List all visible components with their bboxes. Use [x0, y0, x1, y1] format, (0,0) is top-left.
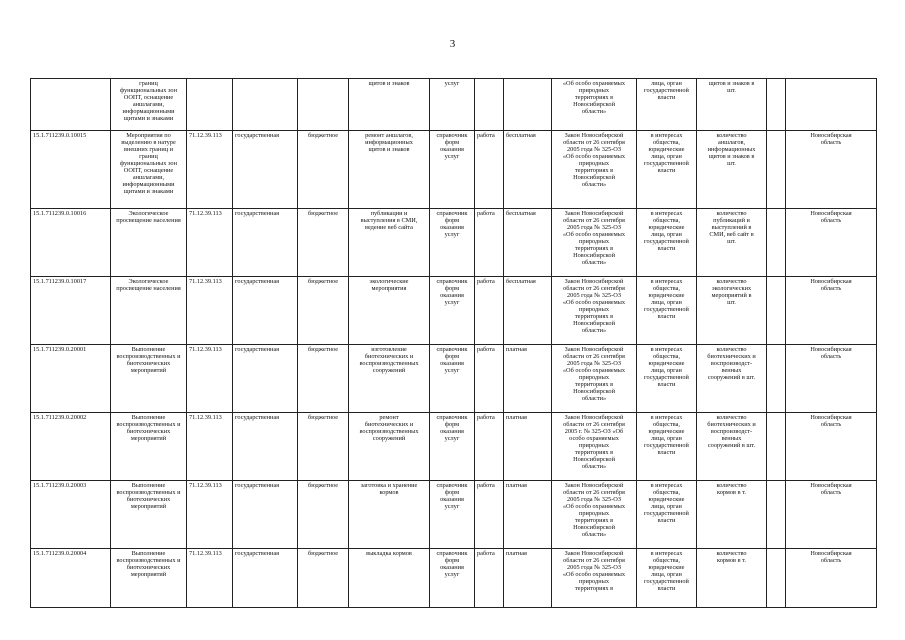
- cell-service-form: справочник форм оказания услуг: [430, 131, 475, 209]
- cell-territory: Новосибирская область: [786, 277, 877, 345]
- cell-institution-type: бюджетное: [298, 209, 349, 277]
- cell-work-type: [475, 79, 504, 131]
- cell-work-content: щитов и знаков: [349, 79, 430, 131]
- cell-payment-type: платная: [504, 481, 552, 549]
- cell-work-type: работа: [475, 131, 504, 209]
- cell-payment-type: бесплатная: [504, 209, 552, 277]
- cell-service-code: 15.1.711239.0.20002: [31, 413, 111, 481]
- cell-institution-type: бюджетное: [298, 277, 349, 345]
- cell-volume-indicator: количество кормов в т.: [697, 481, 767, 549]
- cell-service-code: 15.1.711239.0.10016: [31, 209, 111, 277]
- cell-volume-indicator: количество биотехнических и воспроизводст- венных сооружений в шт.: [697, 345, 767, 413]
- cell-service-name: Выполнение воспроизводственных и биотехнических мероприятий: [111, 413, 187, 481]
- cell-service-kind: государственная: [233, 277, 298, 345]
- cell-service-kind: государственная: [233, 131, 298, 209]
- cell-service-kind: государственная: [233, 209, 298, 277]
- cell-quality-indicator: [767, 345, 786, 413]
- table-row: [31, 277, 877, 345]
- cell-work-content: заготовка и хранение кормов: [349, 481, 430, 549]
- cell-payment-type: платная: [504, 413, 552, 481]
- cell-service-form: справочник форм оказания услуг: [430, 277, 475, 345]
- cell-okved-code: 71.12.39.113: [187, 481, 233, 549]
- cell-service-code: 15.1.711239.0.20003: [31, 481, 111, 549]
- cell-territory: Новосибирская область: [786, 131, 877, 209]
- cell-service-name: границ функциональных зон ООПТ, оснащение аншлагами, информационными щитами и знаками: [111, 79, 187, 131]
- cell-work-content: выкладка кормов: [349, 549, 430, 608]
- cell-volume-indicator: количество экологических мероприятий в шт.: [697, 277, 767, 345]
- cell-service-code: 15.1.711239.0.10015: [31, 131, 111, 209]
- cell-work-content: ремонт биотехнических и воспроизводственных сооружений: [349, 413, 430, 481]
- cell-service-code: 15.1.711239.0.20004: [31, 549, 111, 608]
- page-number: 3: [449, 38, 456, 50]
- cell-legal-basis: Закон Новосибирской области от 26 сентября 2005 года № 325-ОЗ «Об особо охраняемых природных территориях в Новосибирской области»: [552, 277, 637, 345]
- cell-quality-indicator: [767, 79, 786, 131]
- cell-quality-indicator: [767, 413, 786, 481]
- cell-okved-code: 71.12.39.113: [187, 131, 233, 209]
- cell-service-code: 15.1.711239.0.20001: [31, 345, 111, 413]
- cell-service-form: справочник форм оказания услуг: [430, 209, 475, 277]
- cell-legal-basis: Закон Новосибирской области от 26 сентября 2005 года № 325-ОЗ «Об особо охраняемых природных территориях в Новосибирской области»: [552, 481, 637, 549]
- cell-consumer-category: в интересах общества, юридические лица, орган государственной власти: [637, 209, 697, 277]
- cell-okved-code: 71.12.39.113: [187, 277, 233, 345]
- cell-payment-type: [504, 79, 552, 131]
- cell-consumer-category: в интересах общества, юридические лица, орган государственной власти: [637, 345, 697, 413]
- cell-work-type: работа: [475, 345, 504, 413]
- cell-legal-basis: Закон Новосибирской области от 26 сентября 2005 года № 325-ОЗ «Об особо охраняемых природных территориях в Новосибирской области»: [552, 131, 637, 209]
- table-row: [31, 79, 877, 131]
- cell-territory: Новосибирская область: [786, 481, 877, 549]
- cell-institution-type: бюджетное: [298, 481, 349, 549]
- table-row: [31, 549, 877, 608]
- cell-service-name: Выполнение воспроизводственных и биотехнических мероприятий: [111, 345, 187, 413]
- cell-work-type: работа: [475, 209, 504, 277]
- cell-legal-basis: Закон Новосибирской области от 26 сентября 2005 года № 325-ОЗ «Об особо охраняемых природных территориях в: [552, 549, 637, 608]
- table-row: [31, 131, 877, 209]
- cell-service-name: Экологическое просвещение населения: [111, 277, 187, 345]
- cell-service-kind: [233, 79, 298, 131]
- cell-service-kind: государственная: [233, 549, 298, 608]
- cell-consumer-category: в интересах общества, юридические лица, орган государственной власти: [637, 481, 697, 549]
- cell-work-type: работа: [475, 413, 504, 481]
- cell-service-code: 15.1.711239.0.10017: [31, 277, 111, 345]
- cell-quality-indicator: [767, 209, 786, 277]
- cell-institution-type: бюджетное: [298, 345, 349, 413]
- cell-service-form: справочник форм оказания услуг: [430, 481, 475, 549]
- cell-legal-basis: Закон Новосибирской области от 26 сентября 2005 года № 325-ОЗ «Об особо охраняемых природных территориях в Новосибирской области»: [552, 345, 637, 413]
- cell-service-form: справочник форм оказания услуг: [430, 345, 475, 413]
- cell-quality-indicator: [767, 131, 786, 209]
- cell-legal-basis: Закон Новосибирской области от 26 сентября 2005 г. № 325-ОЗ «Об особо охраняемых природных территориях в Новосибирской области»: [552, 413, 637, 481]
- cell-service-name: Мероприятия по выделению в натуре внешних границ и границ функциональных зон ООПТ, оснащение аншлагами, информационными щитами и знаками: [111, 131, 187, 209]
- cell-payment-type: бесплатная: [504, 131, 552, 209]
- cell-service-name: Экологическое просвещение населения: [111, 209, 187, 277]
- cell-institution-type: бюджетное: [298, 549, 349, 608]
- cell-legal-basis: «Об особо охраняемых природных территориях в Новосибирской области»: [552, 79, 637, 131]
- cell-volume-indicator: количество биотехнических и воспроизводст- венных сооружений в шт.: [697, 413, 767, 481]
- table-row: [31, 209, 877, 277]
- cell-volume-indicator: количество аншлагов, информационных щитов и знаков в шт.: [697, 131, 767, 209]
- cell-okved-code: 71.12.39.113: [187, 209, 233, 277]
- cell-quality-indicator: [767, 549, 786, 608]
- cell-okved-code: 71.12.39.113: [187, 549, 233, 608]
- table-row: [31, 413, 877, 481]
- cell-work-content: публикации и выступления в СМИ, ведение веб сайта: [349, 209, 430, 277]
- table-row: [31, 345, 877, 413]
- cell-institution-type: [298, 79, 349, 131]
- cell-service-form: справочник форм оказания услуг: [430, 549, 475, 608]
- table-row: [31, 481, 877, 549]
- services-registry-table: [30, 78, 877, 608]
- cell-territory: Новосибирская область: [786, 413, 877, 481]
- cell-volume-indicator: количество публикаций и выступлений в СМИ, веб сайт в шт.: [697, 209, 767, 277]
- cell-territory: Новосибирская область: [786, 345, 877, 413]
- cell-consumer-category: в интересах общества, юридические лица, орган государственной власти: [637, 413, 697, 481]
- cell-okved-code: 71.12.39.113: [187, 345, 233, 413]
- cell-service-form: услуг: [430, 79, 475, 131]
- cell-territory: Новосибирская область: [786, 209, 877, 277]
- cell-work-content: ремонт аншлагов, информационных щитов и знаков: [349, 131, 430, 209]
- cell-work-type: работа: [475, 481, 504, 549]
- cell-service-code: [31, 79, 111, 131]
- cell-service-kind: государственная: [233, 481, 298, 549]
- cell-okved-code: [187, 79, 233, 131]
- cell-territory: Новосибирская область: [786, 549, 877, 608]
- cell-work-type: работа: [475, 549, 504, 608]
- cell-consumer-category: в интересах общества, юридические лица, орган государственной власти: [637, 549, 697, 608]
- cell-quality-indicator: [767, 277, 786, 345]
- cell-quality-indicator: [767, 481, 786, 549]
- cell-consumer-category: лица, орган государственной власти: [637, 79, 697, 131]
- cell-service-name: Выполнение воспроизводственных и биотехнических мероприятий: [111, 481, 187, 549]
- cell-institution-type: бюджетное: [298, 413, 349, 481]
- cell-legal-basis: Закон Новосибирской области от 26 сентября 2005 года № 325-ОЗ «Об особо охраняемых природных территориях в Новосибирской области»: [552, 209, 637, 277]
- cell-consumer-category: в интересах общества, юридические лица, орган государственной власти: [637, 277, 697, 345]
- cell-territory: [786, 79, 877, 131]
- cell-payment-type: бесплатная: [504, 277, 552, 345]
- cell-volume-indicator: количество кормов в т.: [697, 549, 767, 608]
- cell-service-kind: государственная: [233, 345, 298, 413]
- cell-volume-indicator: щитов и знаков в шт.: [697, 79, 767, 131]
- cell-okved-code: 71.12.39.113: [187, 413, 233, 481]
- cell-institution-type: бюджетное: [298, 131, 349, 209]
- cell-service-name: Выполнение воспроизводственных и биотехнических мероприятий: [111, 549, 187, 608]
- cell-consumer-category: в интересах общества, юридические лица, орган государственной власти: [637, 131, 697, 209]
- cell-service-form: справочник форм оказания услуг: [430, 413, 475, 481]
- cell-payment-type: платная: [504, 345, 552, 413]
- cell-work-content: экологические мероприятия: [349, 277, 430, 345]
- cell-payment-type: платная: [504, 549, 552, 608]
- cell-work-type: работа: [475, 277, 504, 345]
- cell-work-content: изготовление биотехнических и воспроизводственных сооружений: [349, 345, 430, 413]
- cell-service-kind: государственная: [233, 413, 298, 481]
